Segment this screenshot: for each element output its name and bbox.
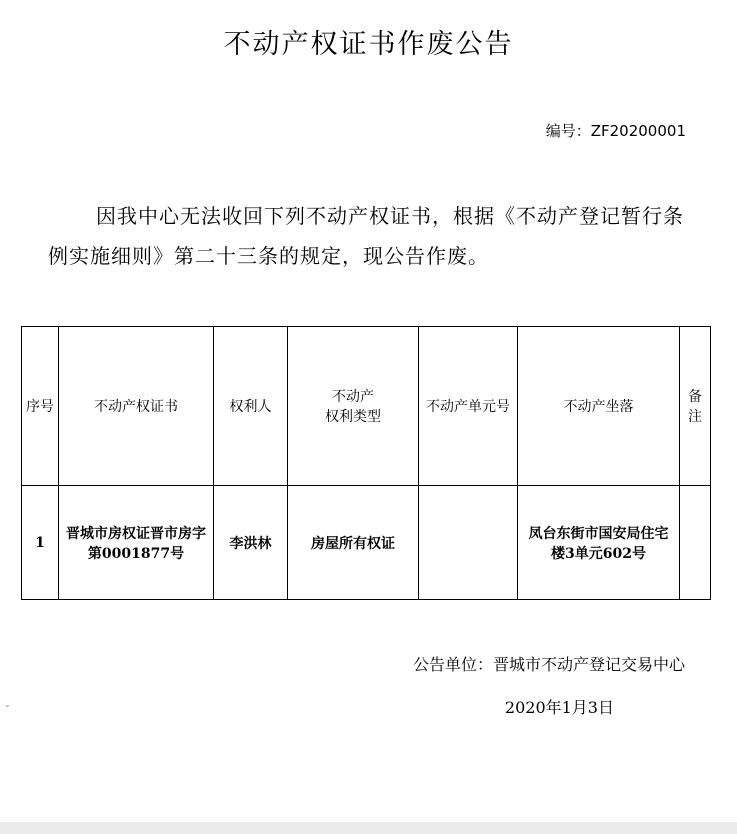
cell-holder: 李洪林	[214, 486, 288, 600]
header-unit-no: 不动产单元号	[419, 327, 518, 486]
cell-location: 凤台东街市国安局住宅楼3单元602号	[518, 486, 680, 600]
cell-remark	[680, 486, 711, 600]
bottom-scrollbar[interactable]	[0, 822, 737, 834]
notice-paragraph	[48, 196, 693, 276]
table-header-row	[22, 327, 711, 486]
document-number: 编号：ZF20200001	[545, 122, 686, 140]
certificate-table	[21, 326, 711, 600]
table-row	[22, 486, 711, 600]
header-holder: 权利人	[214, 327, 288, 486]
notice-paragraph-text: 因我中心无法收回下列不动产权证书，根据《不动产登记暂行条例实施细则》第二十三条的规定，现公告作废。	[48, 204, 684, 268]
cell-seq: 1	[22, 486, 59, 600]
header-right-type-line2: 权利类型	[325, 409, 381, 425]
issue-date: 2020年1月3日	[504, 698, 614, 717]
cell-certificate: 晋城市房权证晋市房字第0001877号	[59, 486, 214, 600]
issuing-unit: 公告单位：晋城市不动产登记交易中心	[412, 655, 685, 674]
header-seq: 序号	[22, 327, 59, 486]
cell-unit-no	[419, 486, 518, 600]
corner-mark: ⌄	[4, 700, 11, 709]
header-location: 不动产坐落	[518, 327, 680, 486]
header-right-type	[288, 327, 419, 486]
header-remark: 备注	[680, 327, 711, 486]
header-certificate: 不动产权证书	[59, 327, 214, 486]
notice-title: 不动产权证书作废公告	[223, 29, 514, 60]
header-right-type-line1: 不动产	[332, 389, 374, 405]
cell-right-type: 房屋所有权证	[288, 486, 419, 600]
